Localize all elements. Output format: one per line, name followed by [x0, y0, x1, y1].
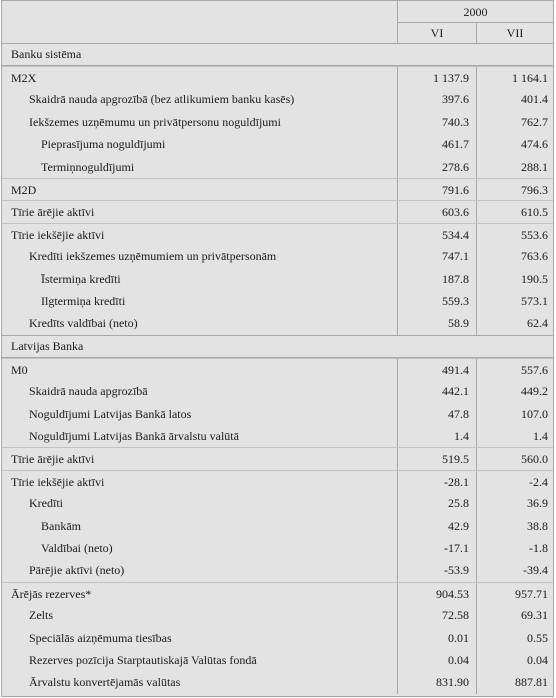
value-vii: 762.7 — [476, 111, 553, 133]
row-label: Skaidrā nauda apgrozībā (bez atlikumiem banku kasēs) — [29, 92, 295, 107]
value-vi: 278.6 — [397, 156, 476, 178]
table-row — [2, 111, 553, 133]
value-vii: 288.1 — [476, 156, 553, 178]
value-vii: 610.5 — [476, 201, 553, 222]
table-row — [2, 178, 553, 200]
section-header-row — [2, 43, 553, 66]
row-label: Rezerves pozīcija Starptautiskajā Valūtas fondā — [29, 653, 257, 667]
row-label: Ārējās rezerves* — [11, 586, 92, 601]
value-vi: 0.04 — [397, 649, 476, 671]
row-label: Kredīti — [29, 496, 63, 511]
value-vii: 560.0 — [476, 448, 553, 469]
table-row — [2, 447, 553, 469]
value-vi: 831.90 — [397, 671, 476, 693]
row-label: Ilgtermiņa kredīti — [41, 294, 126, 308]
section-title: Banku sistēma — [11, 47, 82, 61]
table-row — [2, 671, 553, 693]
row-label: Noguldījumi Latvijas Bankā latos — [29, 406, 192, 421]
row-label: Noguldījumi Latvijas Bankā ārvalstu valūtā — [29, 429, 239, 443]
table-row — [2, 133, 553, 155]
table-row — [2, 88, 553, 110]
header-year-row — [2, 1, 553, 23]
value-vi: 904.53 — [397, 583, 476, 604]
value-vi: 559.3 — [397, 290, 476, 312]
table-row — [2, 358, 553, 380]
year-header: 2000 — [397, 1, 553, 23]
value-vii: 573.1 — [476, 290, 553, 312]
table-row — [2, 200, 553, 222]
value-vii: 553.6 — [476, 224, 553, 245]
value-vi: 747.1 — [397, 245, 476, 267]
value-vi: 42.9 — [397, 515, 476, 537]
value-vi: -28.1 — [397, 471, 476, 492]
value-vii: 401.4 — [476, 88, 553, 110]
table-row — [2, 515, 553, 537]
value-vii: 107.0 — [476, 403, 553, 425]
table-row — [2, 268, 553, 290]
table-row — [2, 425, 553, 447]
value-vii: 796.3 — [476, 179, 553, 200]
value-vi: 47.8 — [397, 403, 476, 425]
row-label: Tīrie ārējie aktīvi — [11, 205, 95, 220]
row-label: Kredīti iekšzemes uzņēmumiem un privātpersonām — [29, 249, 277, 264]
value-vi: 461.7 — [397, 133, 476, 155]
value-vii: 0.55 — [476, 627, 553, 649]
value-vi: 740.3 — [397, 111, 476, 133]
value-vi: 442.1 — [397, 380, 476, 402]
value-vi: 25.8 — [397, 492, 476, 514]
value-vii: -2.4 — [476, 471, 553, 492]
value-vi: 397.6 — [397, 88, 476, 110]
value-vi: 791.6 — [397, 179, 476, 200]
table-row — [2, 470, 553, 492]
row-label: Kredīts valdībai (neto) — [29, 316, 138, 331]
row-label: Pārējie aktīvi (neto) — [29, 563, 125, 578]
value-vii: 0.04 — [476, 649, 553, 671]
value-vi: 1.4 — [397, 425, 476, 447]
value-vi: 58.9 — [397, 312, 476, 334]
row-label: Ārvalstu konvertējamās valūtas — [29, 675, 181, 690]
column-header-vi: VI — [397, 23, 476, 43]
table-row — [2, 312, 553, 334]
value-vii: -39.4 — [476, 559, 553, 581]
value-vi: 0.01 — [397, 627, 476, 649]
table-row — [2, 537, 553, 559]
value-vii: 557.6 — [476, 359, 553, 380]
value-vi: 519.5 — [397, 448, 476, 469]
value-vi: 603.6 — [397, 201, 476, 222]
value-vii: 1.4 — [476, 425, 553, 447]
value-vii: -1.8 — [476, 537, 553, 559]
table-row — [2, 223, 553, 245]
table-row — [2, 559, 553, 581]
table-row — [2, 604, 553, 626]
section-header-row — [2, 335, 553, 358]
row-label: Termiņnoguldījumi — [41, 159, 135, 174]
table-row — [2, 380, 553, 402]
row-label: M2D — [11, 183, 37, 197]
header-month-row — [2, 23, 553, 43]
value-vi: -53.9 — [397, 559, 476, 581]
row-label: Skaidrā nauda apgrozībā — [29, 384, 148, 399]
table-row — [2, 627, 553, 649]
value-vi: 534.4 — [397, 224, 476, 245]
row-label: Iekšzemes uzņēmumu un privātpersonu noguldījumi — [29, 114, 281, 129]
value-vii: 190.5 — [476, 268, 553, 290]
table-row — [2, 245, 553, 267]
table-row — [2, 290, 553, 312]
row-label: Pieprasījuma noguldījumi — [41, 137, 166, 152]
table-row — [2, 492, 553, 514]
row-label: Tīrie ārējie aktīvi — [11, 452, 95, 467]
value-vii: 763.6 — [476, 245, 553, 267]
table-row — [2, 403, 553, 425]
table-row — [2, 649, 553, 671]
value-vi: 491.4 — [397, 359, 476, 380]
value-vi: 187.8 — [397, 268, 476, 290]
value-vii: 474.6 — [476, 133, 553, 155]
monetary-table — [1, 0, 554, 697]
value-vii: 449.2 — [476, 380, 553, 402]
row-label: Tīrie iekšējie aktīvi — [11, 227, 105, 242]
row-label: Īstermiņa kredīti — [41, 271, 121, 286]
value-vii: 887.81 — [476, 671, 553, 693]
row-label: Speciālās aizņēmuma tiesības — [29, 630, 172, 645]
value-vii: 69.31 — [476, 604, 553, 626]
value-vii: 957.71 — [476, 583, 553, 604]
row-label: Tīrie iekšējie aktīvi — [11, 474, 105, 489]
row-label: M0 — [11, 362, 28, 377]
table-row — [2, 66, 553, 88]
value-vii: 1 164.1 — [476, 67, 553, 88]
table-row — [2, 582, 553, 604]
column-header-vii: VII — [476, 23, 553, 43]
table-row — [2, 156, 553, 178]
section-title: Latvijas Banka — [11, 338, 84, 353]
value-vii: 62.4 — [476, 312, 553, 334]
value-vi: 72.58 — [397, 604, 476, 626]
row-label: Zelts — [29, 608, 53, 623]
value-vi: 1 137.9 — [397, 67, 476, 88]
row-label: Bankām — [41, 518, 81, 533]
value-vii: 36.9 — [476, 492, 553, 514]
row-label: M2X — [11, 71, 37, 85]
value-vii: 38.8 — [476, 515, 553, 537]
value-vi: -17.1 — [397, 537, 476, 559]
row-label: Valdībai (neto) — [41, 541, 113, 555]
